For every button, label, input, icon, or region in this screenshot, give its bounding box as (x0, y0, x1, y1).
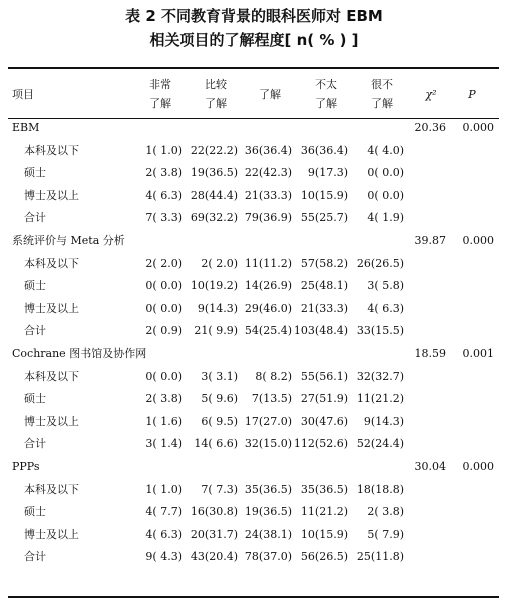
chi-square-value: 20.36 (414, 121, 446, 134)
p-value: 0.000 (462, 234, 494, 247)
group-label: Cochrane 图书馆及协作网 (12, 347, 147, 360)
table-row (0, 528, 508, 550)
cell-value: 1( 1.6) (145, 414, 182, 428)
cell-value: 7( 3.3) (145, 211, 182, 225)
header-col-3-line-2: 了解 (259, 88, 281, 101)
cell-value: 9(14.3) (363, 414, 404, 428)
cell-value: 27(51.9) (300, 392, 348, 406)
cell-value: 4( 1.9) (367, 211, 404, 225)
cell-value: 19(36.5) (244, 505, 292, 519)
table-row (0, 505, 508, 527)
header-col-1-line-2: 了解 (149, 97, 171, 110)
header-col-2-line-1: 比较 (205, 78, 227, 91)
bottom-rule (8, 596, 499, 598)
p-value: 0.000 (462, 460, 494, 473)
cell-value: 0( 0.0) (145, 369, 182, 383)
table-row (0, 302, 508, 324)
row-label: 合计 (24, 437, 46, 451)
row-label: 本科及以下 (24, 256, 79, 270)
cell-value: 4( 6.3) (367, 301, 404, 315)
cell-value: 4( 6.3) (145, 527, 182, 541)
cell-value: 14( 6.6) (194, 437, 238, 451)
table-row (0, 211, 508, 233)
cell-value: 55(56.1) (300, 369, 348, 383)
cell-value: 22(22.2) (190, 143, 238, 157)
header-col-5-line-1: 很不 (371, 78, 393, 91)
group-label: EBM (12, 121, 40, 134)
table-title-line-1: 表 2 不同教育背景的眼科医师对 EBM (125, 7, 383, 25)
cell-value: 11(21.2) (356, 392, 404, 406)
cell-value: 55(25.7) (300, 211, 348, 225)
row-label: 博士及以上 (24, 188, 79, 202)
cell-value: 57(58.2) (300, 256, 348, 270)
cell-value: 9(17.3) (307, 166, 348, 180)
group-label: PPPs (12, 460, 40, 473)
header-col-5-line-2: 了解 (371, 97, 393, 110)
cell-value: 1( 1.0) (145, 482, 182, 496)
cell-value: 30(47.6) (300, 414, 348, 428)
table-row (0, 166, 508, 188)
table-row (0, 279, 508, 301)
row-label: 博士及以上 (24, 527, 79, 541)
cell-value: 16(30.8) (190, 505, 238, 519)
header-col-4-line-2: 了解 (315, 97, 337, 110)
header-item: 项目 (12, 88, 34, 101)
cell-value: 9(14.3) (197, 301, 238, 315)
cell-value: 32(15.0) (244, 437, 292, 451)
p-value: 0.001 (462, 347, 494, 360)
table-row (0, 370, 508, 392)
cell-value: 36(36.4) (300, 143, 348, 157)
row-label: 博士及以上 (24, 301, 79, 315)
cell-value: 36(36.4) (244, 143, 292, 157)
header-col-1-line-1: 非常 (149, 78, 171, 91)
top-rule (8, 67, 499, 69)
cell-value: 3( 5.8) (367, 279, 404, 293)
header-chi-square: χ² (425, 88, 437, 101)
cell-value: 103(48.4) (293, 324, 348, 338)
cell-value: 3( 1.4) (145, 437, 182, 451)
group-row (0, 347, 508, 369)
cell-value: 11(21.2) (300, 505, 348, 519)
cell-value: 20(31.7) (190, 527, 238, 541)
cell-value: 2( 2.0) (145, 256, 182, 270)
header-rule (8, 118, 499, 119)
cell-value: 10(19.2) (190, 279, 238, 293)
cell-value: 7( 7.3) (201, 482, 238, 496)
group-label: 系统评价与 Meta 分析 (12, 234, 125, 247)
cell-value: 21( 9.9) (194, 324, 238, 338)
table-row (0, 415, 508, 437)
row-label: 硕士 (24, 505, 46, 519)
p-value: 0.000 (462, 121, 494, 134)
row-label: 本科及以下 (24, 143, 79, 157)
cell-value: 4( 7.7) (145, 505, 182, 519)
cell-value: 0( 0.0) (145, 279, 182, 293)
cell-value: 2( 2.0) (201, 256, 238, 270)
cell-value: 4( 6.3) (145, 188, 182, 202)
row-label: 硕士 (24, 392, 46, 406)
cell-value: 1( 1.0) (145, 143, 182, 157)
group-row (0, 460, 508, 482)
chi-square-value: 39.87 (414, 234, 446, 247)
cell-value: 25(48.1) (300, 279, 348, 293)
cell-value: 14(26.9) (244, 279, 292, 293)
row-label: 硕士 (24, 279, 46, 293)
table-row (0, 550, 508, 572)
table-row (0, 392, 508, 414)
cell-value: 5( 7.9) (367, 527, 404, 541)
cell-value: 0( 0.0) (367, 188, 404, 202)
cell-value: 32(32.7) (356, 369, 404, 383)
cell-value: 33(15.5) (356, 324, 404, 338)
cell-value: 7(13.5) (251, 392, 292, 406)
cell-value: 35(36.5) (244, 482, 292, 496)
row-label: 博士及以上 (24, 414, 79, 428)
cell-value: 29(46.0) (244, 301, 292, 315)
row-label: 硕士 (24, 166, 46, 180)
cell-value: 21(33.3) (300, 301, 348, 315)
cell-value: 9( 4.3) (145, 550, 182, 564)
cell-value: 24(38.1) (244, 527, 292, 541)
cell-value: 79(36.9) (244, 211, 292, 225)
cell-value: 28(44.4) (190, 188, 238, 202)
cell-value: 112(52.6) (293, 437, 348, 451)
cell-value: 78(37.0) (244, 550, 292, 564)
cell-value: 22(42.3) (244, 166, 292, 180)
cell-value: 69(32.2) (190, 211, 238, 225)
chi-square-value: 18.59 (414, 347, 446, 360)
cell-value: 35(36.5) (300, 482, 348, 496)
table-row (0, 324, 508, 346)
cell-value: 54(25.4) (244, 324, 292, 338)
table-title-line-2: 相关项目的了解程度[ n( % ) ] (149, 31, 359, 49)
row-label: 合计 (24, 211, 46, 225)
row-label: 本科及以下 (24, 369, 79, 383)
table-row (0, 483, 508, 505)
cell-value: 2( 3.8) (145, 166, 182, 180)
cell-value: 19(36.5) (190, 166, 238, 180)
cell-value: 5( 9.6) (201, 392, 238, 406)
row-label: 合计 (24, 324, 46, 338)
table-row (0, 189, 508, 211)
cell-value: 10(15.9) (300, 527, 348, 541)
cell-value: 43(20.4) (190, 550, 238, 564)
cell-value: 2( 3.8) (145, 392, 182, 406)
table-row (0, 144, 508, 166)
header-col-2-line-2: 了解 (205, 97, 227, 110)
cell-value: 3( 3.1) (201, 369, 238, 383)
cell-value: 11(11.2) (244, 256, 292, 270)
cell-value: 10(15.9) (300, 188, 348, 202)
cell-value: 17(27.0) (244, 414, 292, 428)
cell-value: 4( 4.0) (367, 143, 404, 157)
header-p-value: P (468, 88, 476, 101)
header-col-4-line-1: 不太 (315, 78, 337, 91)
cell-value: 0( 0.0) (367, 166, 404, 180)
cell-value: 0( 0.0) (145, 301, 182, 315)
cell-value: 6( 9.5) (201, 414, 238, 428)
cell-value: 2( 0.9) (145, 324, 182, 338)
cell-value: 25(11.8) (356, 550, 404, 564)
row-label: 合计 (24, 550, 46, 564)
group-row (0, 121, 508, 143)
cell-value: 56(26.5) (300, 550, 348, 564)
group-row (0, 234, 508, 256)
cell-value: 2( 3.8) (367, 505, 404, 519)
cell-value: 52(24.4) (356, 437, 404, 451)
cell-value: 26(26.5) (356, 256, 404, 270)
cell-value: 18(18.8) (356, 482, 404, 496)
table-row (0, 437, 508, 459)
cell-value: 21(33.3) (244, 188, 292, 202)
table-row (0, 257, 508, 279)
row-label: 本科及以下 (24, 482, 79, 496)
chi-square-value: 30.04 (414, 460, 446, 473)
cell-value: 8( 8.2) (255, 369, 292, 383)
